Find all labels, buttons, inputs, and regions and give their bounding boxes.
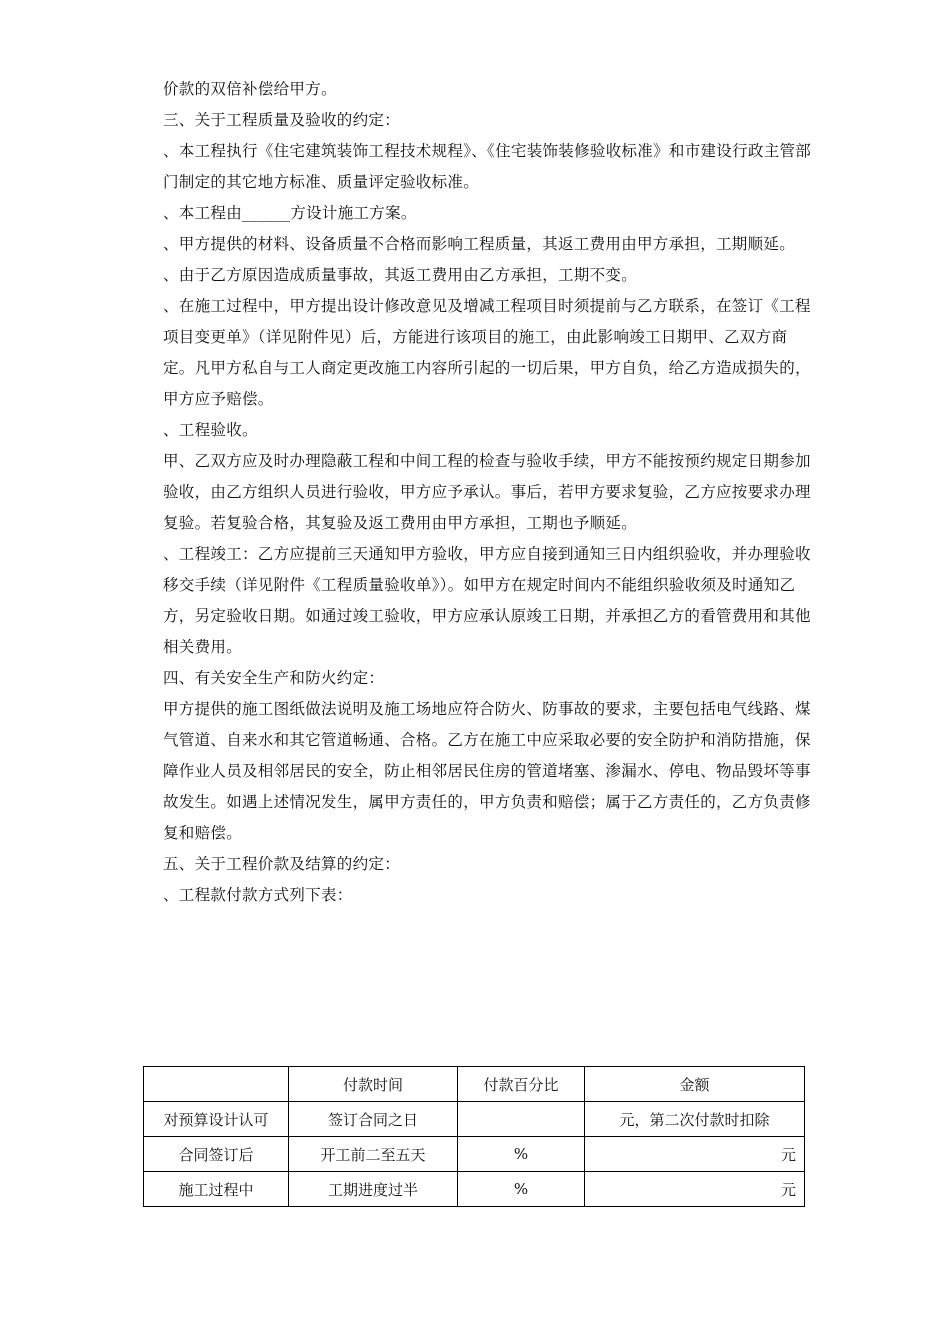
table-row [144,1137,805,1172]
paragraph: 、工程款付款方式列下表： [163,886,353,904]
section-heading: 三、关于工程质量及验收的约定： [163,111,401,129]
table-row [144,1172,805,1207]
table-header-cell [144,1067,289,1102]
table-cell: 对预算设计认可 [144,1102,289,1137]
table-header-cell: 付款时间 [289,1067,458,1102]
table-cell: % [458,1172,585,1207]
table-row [144,1102,805,1137]
paragraph: 、在施工过程中，甲方提出设计修改意见及增减工程项目时须提前与乙方联系，在签订《工程项目变更单》（详见附件见）后，方能进行该项目的施工，由此影响竣工日期甲、乙双方商定。凡甲方私自与工人商定更改施工内容所引起的一切后果，甲方自负，给乙方造成损失的，甲方应予赔偿。 [163,297,811,408]
table-cell [458,1102,585,1137]
paragraph: 、本工程执行《住宅建筑装饰工程技术规程》、《住宅装饰装修验收标准》和市建设行政主管部门制定的其它地方标准、质量评定验收标准。 [163,142,812,191]
payment-table [143,1066,805,1207]
paragraph: 、工程验收。 [163,421,258,439]
table-header-cell: 金额 [585,1067,805,1102]
table-cell: 施工过程中 [144,1172,289,1207]
table-header-row [144,1067,805,1102]
table-cell: 工期进度过半 [289,1172,458,1207]
paragraph: 甲、乙双方应及时办理隐蔽工程和中间工程的检查与验收手续，甲方不能按预约规定日期参加验收，由乙方组织人员进行验收，甲方应予承认。事后，若甲方要求复验，乙方应按要求办理复验。若复验合格，其复验及返工费用由甲方承担，工期也予顺延。 [163,452,811,532]
document-body [163,74,813,911]
paragraph: 、由于乙方原因造成质量事故，其返工费用由乙方承担，工期不变。 [163,266,638,284]
paragraph: 、本工程由______方设计施工方案。 [163,204,417,222]
table-cell: 元 [585,1172,805,1207]
paragraph: 、工程竣工：乙方应提前三天通知甲方验收，甲方应自接到通知三日内组织验收，并办理验收移交手续（详见附件《工程质量验收单》）。如甲方在规定时间内不能组织验收须及时通知乙方，另定验收日期。如通过竣工验收，甲方应承认原竣工日期，并承担乙方的看管费用和其他相关费用。 [163,545,811,656]
table-cell: % [458,1137,585,1172]
paragraph: 甲方提供的施工图纸做法说明及施工场地应符合防火、防事故的要求，主要包括电气线路、煤气管道、自来水和其它管道畅通、合格。乙方在施工中应采取必要的安全防护和消防措施，保障作业人员及相邻居民的安全，防止相邻居民住房的管道堵塞、渗漏水、停电、物品毁坏等事故发生。如遇上述情况发生，属甲方责任的，甲方负责和赔偿；属于乙方责任的，乙方负责修复和赔偿。 [163,700,811,842]
table-cell: 元，第二次付款时扣除 [585,1102,805,1137]
section-heading: 五、关于工程价款及结算的约定： [163,855,401,873]
table-cell: 开工前二至五天 [289,1137,458,1172]
table-cell: 元 [585,1137,805,1172]
table-cell: 合同签订后 [144,1137,289,1172]
paragraph: 、甲方提供的材料、设备质量不合格而影响工程质量，其返工费用由甲方承担，工期顺延。 [163,235,796,253]
section-heading: 四、有关安全生产和防火约定： [163,669,385,687]
paragraph: 价款的双倍补偿给甲方。 [163,80,337,98]
table-cell: 签订合同之日 [289,1102,458,1137]
table-header-cell: 付款百分比 [458,1067,585,1102]
